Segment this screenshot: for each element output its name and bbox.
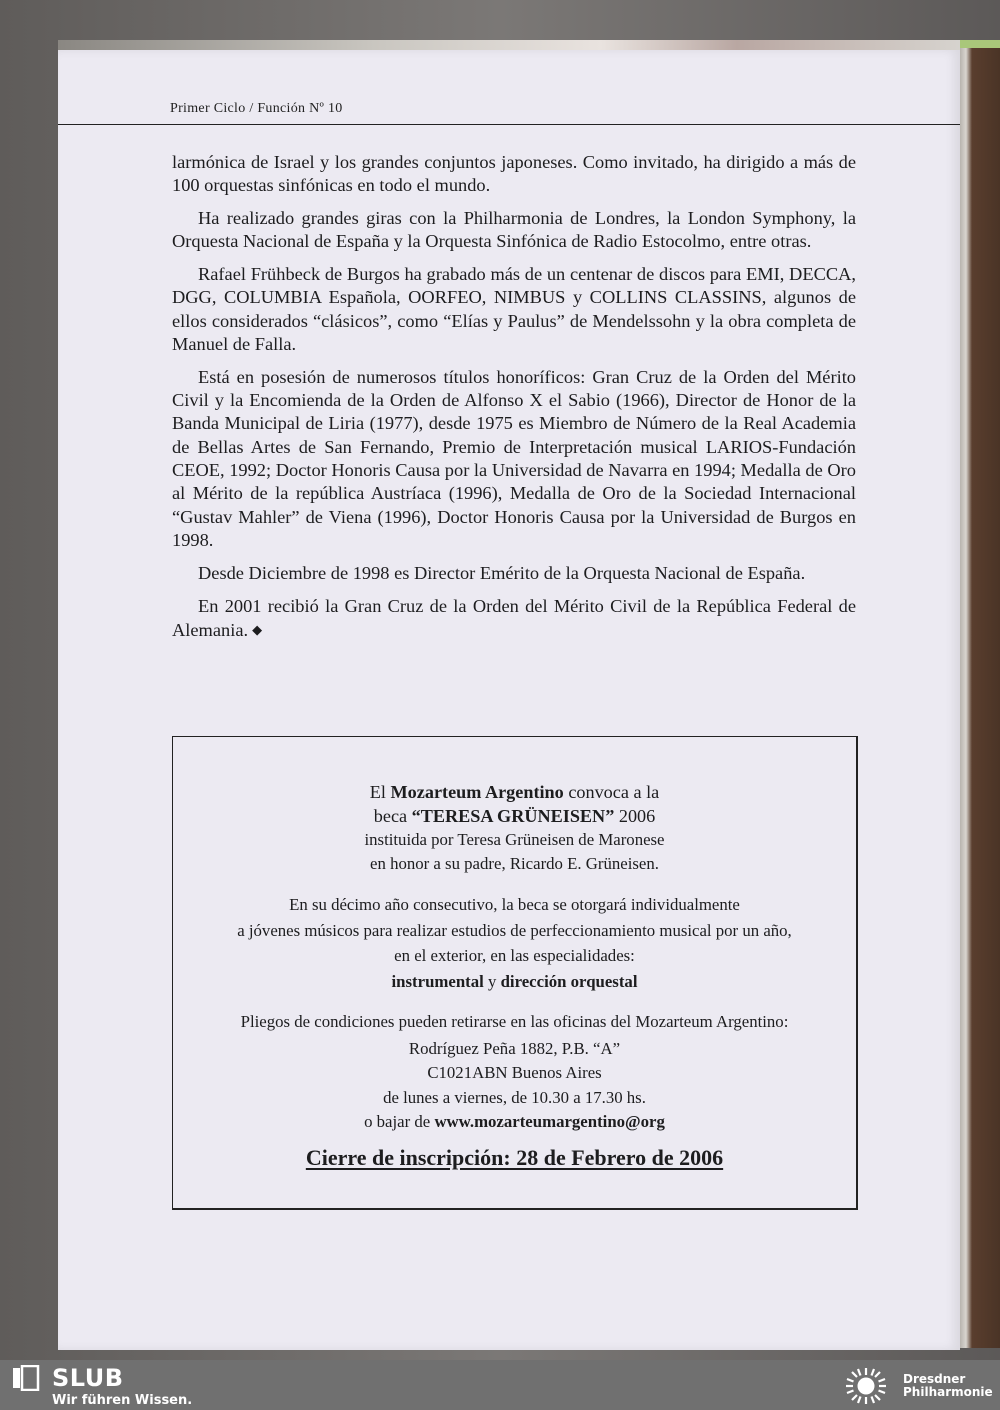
- paragraph-6-text: En 2001 recibió la Gran Cruz de la Orden del Mérito Civil de la República Federal de Alemania.: [172, 595, 856, 640]
- slub-book-icon: [12, 1365, 40, 1391]
- slub-name: SLUB: [52, 1364, 124, 1392]
- header-rule: [58, 124, 960, 125]
- notice-scholarship-name: “TERESA GRÜNEISEN”: [411, 806, 615, 826]
- notice-line-1-pre: El: [369, 782, 391, 802]
- notice-line-6: a jóvenes músicos para realizar estudios de perfeccionamiento musical por un año,: [237, 920, 792, 940]
- paragraph-4: Está en posesión de numerosos títulos honoríficos: Gran Cruz de la Orden del Mérito Civil y la Encomienda de la Orden de Alfonso X el Sabio (1966), Director de Honor de la Banda Municipal de Liria (1977), desde 1975 es Miembro de Número de la Real Academia de Bellas Artes de San Fernando, Premio de Interpretación musical LARIOS-Fundación CEOE, 1992; Doctor Honoris Causa por la Universidad de Navarra en 1994; Medalla de Oro al Mérito de la república Austríaca (1996), Medalla de Oro de la Sociedad Internacional “Gustav Mahler” de Viena (1996), Doctor Honoris Causa por la Universidad de Burgos en 1998.: [172, 366, 856, 550]
- dresdner-philharmonie-name: [903, 1373, 993, 1399]
- paragraph-2: Ha realizado grandes giras con la Philharmonia de Londres, la London Symphony, la Orquesta Nacional de España y la Orquesta Sinfónica de Radio Estocolmo, entre otras.: [172, 208, 856, 252]
- footer-bar: [0, 1360, 1000, 1410]
- notice-specialty-instrumental: instrumental: [391, 971, 484, 991]
- notice-line-9: Pliegos de condiciones pueden retirarse en las oficinas del Mozarteum Argentino:: [240, 1012, 789, 1031]
- notice-line-2: [173, 804, 856, 828]
- notice-address: Rodríguez Peña 1882, P.B. “A”: [408, 1039, 621, 1059]
- notice-line-8: [173, 969, 856, 995]
- dp-line-2: Philharmonie: [903, 1385, 993, 1399]
- paragraph-3: Rafael Frühbeck de Burgos ha grabado más de un centenar de discos para EMI, DECCA, DGG, COLUMBIA Española, OORFEO, NIMBUS y COLLINS CLASSINS, algunos de ellos considerados “clásicos”, como “Elías y Paulus” de Mendelssohn y la obra completa de Manuel de Falla.: [172, 264, 856, 355]
- notice-line-1: [173, 780, 856, 804]
- notice-line-2-pre: beca: [373, 806, 412, 826]
- notice-line-4: en honor a su padre, Ricardo E. Grüneisen.: [370, 854, 659, 873]
- paragraph-5: Desde Diciembre de 1998 es Director Emérito de la Orquesta Nacional de España.: [198, 562, 806, 583]
- page-header-title: Primer Ciclo / Función Nº 10: [170, 101, 343, 116]
- notice-intro: [173, 780, 856, 876]
- notice-line-3: instituida por Teresa Grüneisen de Maronese: [364, 830, 665, 849]
- dresdner-philharmonie-logo: [840, 1366, 892, 1406]
- paragraph-6: [172, 595, 856, 643]
- notice-postal-code: C1021ABN Buenos Aires: [427, 1063, 602, 1083]
- notice-line-13: [173, 1110, 856, 1134]
- notice-specialty-conducting: dirección orquestal: [500, 971, 638, 991]
- notice-mozarteum: Mozarteum Argentino: [390, 782, 564, 802]
- biography-text: [172, 151, 856, 652]
- notice-hours: de lunes a viernes, de 10.30 a 17.30 hs.: [383, 1087, 646, 1107]
- notice-line-13-pre: o bajar de: [364, 1111, 435, 1131]
- notice-line-2-post: 2006: [614, 806, 656, 826]
- notice-line-8-mid: y: [483, 971, 501, 991]
- notice-line-7: en el exterior, en las especialidades:: [394, 946, 635, 965]
- dp-line-1: Dresdner: [903, 1372, 966, 1386]
- scan-right-edge: [960, 48, 1000, 1348]
- notice-deadline: Cierre de inscripción: 28 de Febrero de 2006: [305, 1145, 724, 1170]
- paragraph-1: larmónica de Israel y los grandes conjuntos japoneses. Como invitado, ha dirigido a más de 100 orquestas sinfónicas en todo el mundo.: [172, 152, 856, 196]
- notice-deadline-wrap: [173, 1143, 856, 1176]
- slub-slogan: Wir führen Wissen.: [52, 1393, 193, 1408]
- notice-line-1-post: convoca a la: [563, 782, 660, 802]
- end-diamond-icon: ◆: [252, 621, 263, 637]
- scholarship-notice-box: [172, 736, 858, 1210]
- notice-website: www.mozarteumargentino@org: [434, 1111, 665, 1131]
- notice-description: [173, 892, 856, 994]
- notice-conditions: [173, 1010, 856, 1134]
- notice-line-5: En su décimo año consecutivo, la beca se otorgará individualmente: [289, 895, 740, 914]
